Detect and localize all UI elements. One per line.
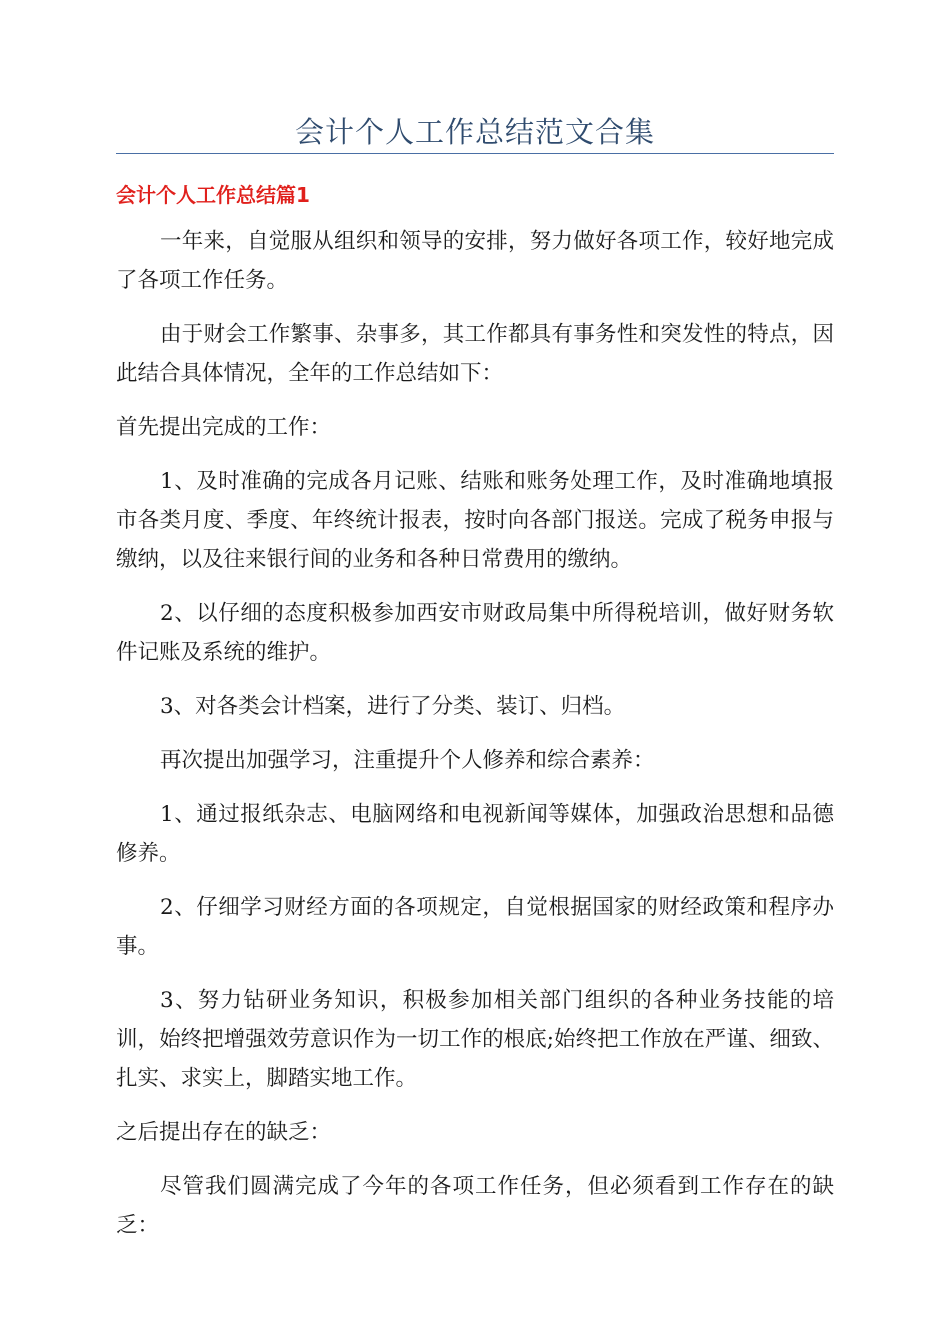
paragraph: 由于财会工作繁事、杂事多，其工作都具有事务性和突发性的特点，因此结合具体情况，全年的工作总结如下： — [116, 322, 834, 386]
paragraph: 2、仔细学习财经方面的各项规定，自觉根据国家的财经政策和程序办事。 — [116, 895, 834, 959]
paragraph: 一年来，自觉服从组织和领导的安排，努力做好各项工作，较好地完成了各项工作任务。 — [116, 229, 834, 293]
paragraph: 尽管我们圆满完成了今年的各项工作任务，但必须看到工作存在的缺乏： — [116, 1174, 834, 1238]
document-body — [116, 222, 834, 1260]
title-underline — [116, 153, 834, 154]
paragraph: 3、对各类会计档案，进行了分类、装订、归档。 — [160, 694, 626, 719]
paragraph: 首先提出完成的工作： — [116, 415, 332, 440]
document-title: 会计个人工作总结范文合集 — [294, 115, 655, 149]
paragraph: 3、努力钻研业务知识，积极参加相关部门组织的各种业务技能的培训，始终把增强效劳意识作为一切工作的根底;始终把工作放在严谨、细致、扎实、求实上，脚踏实地工作。 — [116, 988, 834, 1091]
paragraph: 1、通过报纸杂志、电脑网络和电视新闻等媒体，加强政治思想和品德修养。 — [116, 802, 834, 866]
paragraph: 2、以仔细的态度积极参加西安市财政局集中所得税培训，做好财务软件记账及系统的维护。 — [116, 601, 834, 665]
paragraph: 1、及时准确的完成各月记账、结账和账务处理工作，及时准确地填报市各类月度、季度、年终统计报表，按时向各部门报送。完成了税务申报与缴纳，以及往来银行间的业务和各种日常费用的缴纳。 — [116, 469, 834, 572]
paragraph: 再次提出加强学习，注重提升个人修养和综合素养： — [160, 748, 655, 773]
section-heading: 会计个人工作总结篇1 — [116, 183, 310, 207]
paragraph: 之后提出存在的缺乏： — [116, 1120, 332, 1145]
